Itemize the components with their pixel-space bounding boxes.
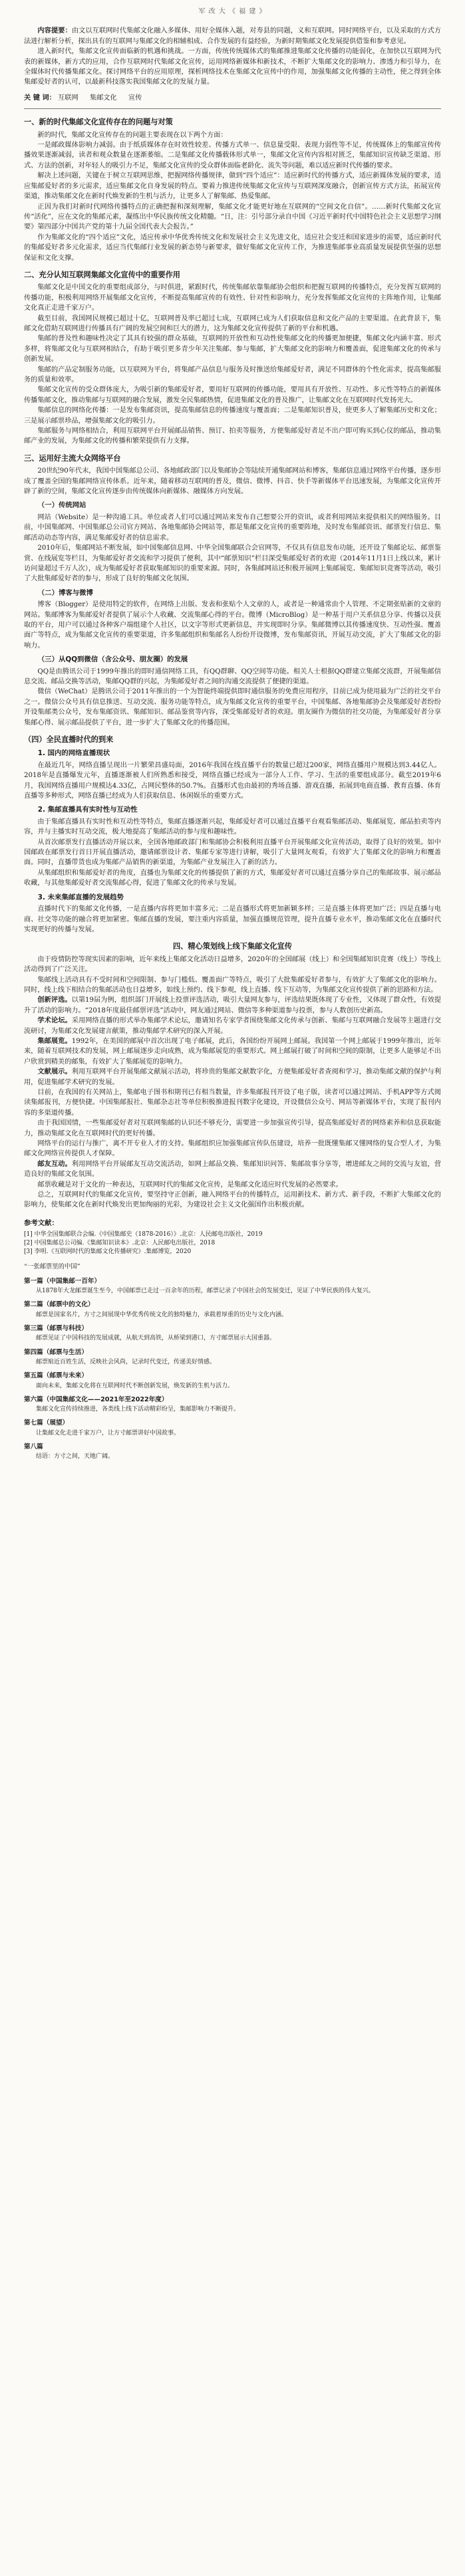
body-paragraph: 一是邮政媒体影响力减弱。由于纸质媒体存在时效性较差、传播方式单一、信息量受限、表现力弱性等不足，传统媒体上的集邮宣传传播效果逐渐减弱，读者和观众数量在逐渐萎缩。二是集邮文化传播载体形式单一，集邮文化宣传内容相对匮乏，集邮知识宣传缺乏渠道、形式、方法的创新，对年轻人的吸引力不足，集邮文化宣传的受众群体面临老龄化、流失等问题，难以适应新时代传播的要求。 <box>24 142 441 170</box>
abstract-paragraph-2: 进入新时代，集邮文化宣传面临新的机遇和挑战。一方面，传统传统媒体式的集邮推进集邮文化传播的功能弱化，在加快以互联网为代表的新媒体，新方式的应用，合作互联网时代集邮文化宣传，运用网络新媒体和新技术，不断扩大集邮文化的影响力、渗透力和引导力，在全媒体时代传播集邮文化。探讨网络平台的应用原理，探析网络技术在集邮文化宣传中的作用，加强集邮文化传播的主动性，使之得到全体集邮爱好者的认可，以最新科技落实我国集邮文化的发展力量。 <box>24 48 441 86</box>
appendix-heading: 第二篇（邮票中的文化） <box>24 1301 94 1309</box>
subsection-title: （一）传统网站 <box>37 501 86 510</box>
references-title: 参考文献： <box>24 1219 59 1227</box>
lead-label: 学术论坛。 <box>37 1017 72 1025</box>
keyword: 宣传 <box>128 94 142 102</box>
body-paragraph: 集邮线上活动具有不受时间和空间限制、参与门槛低、覆盖面广等特点，吸引了大批集邮爱好者参与，有效扩大了集邮文化的影响力。同时，线上线下相结合的集邮活动也日益增多，如线上预约、线下参观，线上直播、线下互动等，为集邮文化宣传提供了新的思路和方法。 <box>24 976 441 994</box>
divider <box>24 108 441 109</box>
appendix-text: 结语：方寸之间，天地广阔。 <box>36 1453 114 1461</box>
appendix-text: 邮票贴近百姓生活，反映社会风尚，记录时代变迁，传递美好情感。 <box>36 1358 216 1365</box>
body-paragraph: 从首次邮票发行直播活动开展以来，全国各地邮政部门和集邮协会积极利用直播平台开展集邮文化宣传活动，取得了良好的效果。如中国邮政在邮票发行首日开展直播活动，邀请邮票设计者、集邮专家等进行讲解，吸引了大量网友观看，有效扩大了集邮文化的影响力和覆盖面。同时，直播带货也成为集邮产品销售的新渠道，为集邮产业发展注入了新的活力。 <box>24 838 441 867</box>
body-paragraph: 截至目前，我国网民规模已超过十亿，互联网普及率已超过七成，互联网已成为人们获取信息和文化产品的主要渠道。在此背景下，集邮文化借助互联网进行传播具有广阔的发展空间和巨大的潜力，这为集邮文化宣传提供了新的平台和机遇。 <box>24 314 441 332</box>
lead-text: 以第19届为例，组织部门开展线上投票评选活动，吸引大量网友参与，评选结果既体现了专业性，又体现了群众性，有效提升了活动的影响力。“2018年度最佳邮票评选”活动中，网友通过网站、微信等多种渠道参与投票，参与人数创历史新高。 <box>24 996 442 1014</box>
body-paragraph: 目前，在我国的有关网站上，集邮电子图书和期刊已有相当数量，许多集邮报刊开设了电子版，读者可以通过网站、手机APP等方式阅读集邮报刊，方便快捷。中国集邮报社、集邮杂志社等单位积极推进报刊数字化建设，开设微信公众号、网站等新媒体平台，实现了报刊内容的多渠道传播。 <box>24 1089 441 1117</box>
appendix-heading: 第五篇（邮票与未来） <box>24 1372 88 1380</box>
body-paragraph: 网络平台的运行与推广，离不开专业人才的支持。集邮组织应加强集邮宣传队伍建设，培养一批既懂集邮又懂网络的复合型人才，为集邮文化网络宣传提供人才保障。 <box>24 1140 441 1158</box>
body-paragraph: 直播时代下的集邮文化传播，一是直播内容将更加丰富多元；二是直播形式将更加新颖多样；三是直播主体将更加广泛；四是直播与电商、社交等功能的融合将更加紧密。集邮直播的发展，要注重内容质量，加强直播规范管理，提升直播专业水平，推动集邮文化在直播时代实现更好的传播与发展。 <box>24 905 441 933</box>
body-paragraph: 由于我国国情，一些集邮爱好者对互联网集邮的认识还不够充分，需要进一步加强宣传引导，提高集邮爱好者的网络素养和信息获取能力，推动集邮文化在互联网时代的更好传播。 <box>24 1119 441 1137</box>
lead-text: 采用网络直播的形式举办集邮学术论坛，邀请知名专家学者围绕集邮文化传承与创新、集邮与互联网融合发展等主题进行交流研讨，为集邮文化发展建言献策，推动集邮学术研究的深入开展。 <box>24 1017 442 1035</box>
lead-text: 利用互联网平台开展集邮文献展示活动，将珍贵的集邮文献数字化，方便集邮爱好者查阅和学习，推动集邮文献的保护与利用，促进集邮学术研究的发展。 <box>24 1068 442 1086</box>
subsection-title: 3. 未来集邮直播的发展趋势 <box>37 893 124 901</box>
keyword: 互联网 <box>58 94 78 102</box>
appendix-heading: 第六篇（中国集邮文化——2021年至2022年度） <box>24 1395 168 1403</box>
lead-text: 1992年，在美国的邮展中首次出现了电子邮展，此后，各国纷纷开展网上邮展。我国第一个网上邮展于1999年推出，近年来，随着互联网技术的发展，网上邮展逐步走向成熟，成为集邮展览的重要形式。网上邮展打破了时间和空间的限制，让更多人能够足不出户欣赏到精美的邮集，有效扩大了集邮展览的影响力。 <box>24 1037 441 1066</box>
subsection-title: 2. 集邮直播具有实时性与互动性 <box>37 806 138 814</box>
lead-paragraph <box>24 1067 441 1088</box>
body-paragraph: 集邮文化是中国文化的重要组成部分，与时俱进，紧跟时代，传统集邮依靠集邮协会组织和把握互联网的传播特点，充分发挥互联网的传播功能，积极利用网络开展集邮文化宣传，不断提高集邮宣传的有效性、针对性和影响力，充分发挥集邮文化宣传的主阵地作用，让集邮文化真正走进千家万户。 <box>24 284 441 312</box>
running-head: 军 改 大 《 福 建 》 <box>198 8 267 15</box>
body-paragraph: 网站（Website）是一种沟通工具。单位或者人们可以通过网站来发布自己想要公开的资讯，或者利用网站来提供相关的网络服务。目前，中国集邮网、中国集邮总公司官方网站、各地集邮协会网站等，都是集邮文化宣传的重要阵地，及时发布集邮资讯、邮票发行信息、集邮活动动态等内容，满足集邮爱好者的信息需求。 <box>24 513 441 542</box>
lead-paragraph <box>24 1036 441 1067</box>
appendix-text: 邮票见证了中国科技的发展成就，从航天到高铁，从桥梁到港口，方寸邮票展示大国重器。 <box>36 1335 276 1342</box>
body-paragraph: 从集邮组织和集邮爱好者的角度，直播也为集邮文化的传播提供了新的方式，集邮爱好者可以通过直播分享自己的集邮故事、展示邮品收藏，与其他集邮爱好者交流集邮心得，促进了集邮文化的传承与发展。 <box>24 869 441 887</box>
keywords-label: 关 键 词： <box>24 94 56 102</box>
body-paragraph: 解决上述问题，关键在于树立互联网思维，把握网络传播规律，做到“四个适应”：适应新时代的传播方式，适应新媒体发展的要求，适应集邮爱好者的多元需求，适应集邮文化自身发展的特点。要着力推进传统集邮文化宣传与互联网深度融合，创新宣传方式方法，拓展宣传渠道，推动集邮文化在新时代焕发新的生机与活力，让更多人了解集邮、热爱集邮。 <box>24 172 441 201</box>
body-paragraph: 2010年后，集邮网站不断发展，如中国集邮信息网、中华全国集邮联合会官网等，不仅具有信息发布功能，还开设了集邮论坛、邮票鉴赏、在线展览等栏目，为集邮爱好者交流和学习提供了便利，其中“邮票知识”栏目深受集邮爱好者的欢迎（2014年11月1日上线以来，累计访问量超过千万人次），成为集邮爱好者获取集邮知识的重要来源。同时，各集邮网站还积极开展网上集邮展览、集邮知识竞赛等活动，吸引了大批集邮爱好者的参与，形成了良好的集邮文化氛围。 <box>24 544 441 583</box>
section-title: （四）全民直播时代的到来 <box>24 735 114 744</box>
appendix-text: 集邮文化宣传持续推进，各类线上线下活动精彩纷呈，集邮影响力不断提升。 <box>36 1406 240 1413</box>
reference-item: [1] 中华全国集邮联合会编.《中国集邮史（1878-2016）》.北京：人民邮电出版社，2019 <box>24 1231 263 1238</box>
keyword: 集邮文化 <box>89 94 117 102</box>
lead-label: 文献展示。 <box>37 1068 72 1076</box>
abstract-paragraph <box>24 26 441 47</box>
appendix-heading: 第七篇（展望） <box>24 1419 69 1427</box>
subsection-title: （三）从QQ到微信（含公众号、朋友圈）的发展 <box>37 655 188 664</box>
body-paragraph: 20世纪90年代末，我国中国集邮总公司、各地邮政部门以及集邮协会等陆续开通集邮网站和博客，集邮信息通过网络平台传播，逐步形成了覆盖全国的集邮网络宣传体系。近年来，随着移动互联网的普及，微信、微博、抖音、快手等新媒体平台迅速发展，为集邮文化宣传开辟了新的空间，集邮文化宣传逐步由传统媒体向新媒体、融媒体方向发展。 <box>24 467 441 496</box>
closing-paragraph: 邮票收藏是对于文化的一种表达，互联网时代的集邮文化宣传，是集邮文化适应时代发展的必然要求。 <box>37 1181 343 1189</box>
body-paragraph: 作为集邮文化的“四个适应”文化，适应传承中华优秀传统文化和发展社会主义先进文化，适应社会变迁和国家进步的需要，适应新时代的集邮爱好者多元化需求，适应当代集邮行业发展的新态势与新要求，做好集邮文化宣传工作，为推进集邮事业高质量发展提供坚强的思想保证和文化支撑。 <box>24 233 441 262</box>
subsection-title: 1. 国内的网络直播现状 <box>37 749 110 758</box>
body-paragraph: 微信（WeChat）是腾讯公司于2011年推出的一个为智能终端提供即时通信服务的免费应用程序，目前已成为使用最为广泛的社交平台之一。微信公众号具有信息推送、互动交流、服务功能等特点，成为集邮文化宣传的重要平台，中国集邮、各地集邮协会及集邮爱好者纷纷开设集邮类公众号，发布集邮资讯、集邮知识、邮品鉴赏等内容，深受集邮爱好者的欢迎。朋友圈作为微信的社交功能，为集邮爱好者分享集邮心得、展示邮品提供了平台，进一步扩大了集邮文化的传播范围。 <box>24 688 441 727</box>
section-title: 二、充分认知互联网集邮文化宣传中的重要作用 <box>24 270 180 279</box>
body-paragraph: 博客（Blogger）是使用特定的软件，在网络上出版、发表和张贴个人文章的人，或者是一种通常由个人管理、不定期张贴新的文章的网站。集邮博客为集邮爱好者提供了展示个人收藏、交流集邮心得的平台。微博（MicroBlog）是一种基于用户关系信息分享、传播以及获取的平台，用户可以通过各种客户端组建个人社区，以文字等形式更新信息，并实现即时分享。集邮微博以其传播速度快、互动性强、覆盖面广等特点，成为集邮文化宣传的重要渠道，许多集邮组织和集邮名人纷纷开设微博，发布集邮资讯，开展互动交流，扩大了集邮文化的影响力。 <box>24 601 441 649</box>
lead-paragraph <box>24 995 441 1016</box>
body-paragraph: 由于集邮直播具有实时性和互动性等特点，集邮直播逐渐兴起，集邮爱好者可以通过直播平台观看集邮活动、集邮展览、邮品拍卖等内容，并与主播实时互动交流，极大地提高了集邮活动的参与度和趣味性。 <box>24 818 441 836</box>
appendix-heading: 第三篇（邮票与科技） <box>24 1324 88 1332</box>
lead-paragraph <box>24 1016 441 1036</box>
lead-text: 利用网络平台开展邮友互动交流活动，如网上邮品交换、集邮知识问答、集邮故事分享等，增进邮友之间的交流与友谊，营造良好的集邮文化氛围。 <box>24 1160 442 1179</box>
lead-label: 邮友互动。 <box>37 1160 72 1168</box>
appendix-heading: 第一篇（中国集邮一百年） <box>24 1277 101 1285</box>
abstract-text: 由文以互联网时代集邮文化融入多媒体、用好全媒体入题，对寿县的同题，义和互联网。同时网络平台，以及采取的方式方法进行解析分析，探出具有的互联网与集邮文化的相辅相成、合作发展的有益经验，为新时期集邮文化发展提供借鉴和参考意见。 <box>24 27 442 45</box>
appendix-title: “一张邮票里的中国” <box>24 1263 80 1271</box>
lead-label: 创新评选。 <box>37 996 72 1004</box>
body-paragraph: 在最近几年，网络直播呈现出一片繁荣昌盛局面，2016年我国在线直播平台的数量已超过200家，网络直播用户规模达到3.44亿人。2018年是直播爆发元年，直播逐渐被人们所熟悉和接受，网络直播已经成为一部分人工作、学习、生活的重要组成部分。截至2019年6月，我国网络直播用户规模达4.33亿，占网民整体的50.7%。直播形式也由最初的秀场直播、游戏直播，拓展到电商直播、教育直播、体育直播等多种形式，网络直播已经成为人们获取信息、休闲娱乐的重要方式。 <box>24 761 441 800</box>
body-paragraph: 正因为我们对新时代网络传播特点的正确把握和深刻理解，集邮文化才能更好地在互联网的“空间文化自信”。……新时代集邮文化宣传“活化”，应在文化的集邮元素，凝练出中华民族传统文化精髓。“日，注：引号部分录自中国《习近平新时代中国特色社会主义思想学习纲要》第四部分中国共产党的第十九届全国代表大会报告。” <box>24 203 441 231</box>
abstract-label: 内容提要： <box>37 27 72 35</box>
closing-paragraph: 总之，互联网时代的集邮文化宣传，要坚持守正创新，融入网络平台的传播特点，运用新技术、新方式、新手段，不断扩大集邮文化的影响力，使集邮文化在新时代焕发出更加绚丽的光彩，为建设社会主义文化强国作出积极贡献。 <box>24 1191 441 1209</box>
appendix-text: 邮票是国家名片，方寸之间展现中华优秀传统文化的独特魅力，承载着厚重的历史与文化内涵。 <box>36 1311 288 1318</box>
subsection-title: （二）博客与微博 <box>37 588 93 597</box>
body-paragraph: 由于疫情防控等现实因素的影响，近年来线上集邮文化活动日益增多，2020年的全国邮展（线上）和全国集邮知识竞赛（线上）等线上活动得到了广泛关注。 <box>24 955 441 974</box>
body-paragraph: 集邮的产品定制服务功能，以互联网为平台，将集邮产品信息与服务及时推送给集邮爱好者，满足不同群体的个性化需求，提高集邮服务的质量和效率。 <box>24 366 441 384</box>
body-paragraph: 集邮服务与网络相结合，利用互联网平台开展邮品销售、预订、拍卖等服务，方便集邮爱好者足不出户即可购买到心仪的邮品，推动集邮产业的发展，为集邮文化的传播和繁荣提供有力支撑。 <box>24 427 441 445</box>
lead-paragraph <box>24 1159 441 1180</box>
reference-item: [3] 李明.《互联网时代的集邮文化传播研究》.集邮博览，2020 <box>24 1248 192 1256</box>
body-paragraph: 集邮的普及性和趣味性决定了其具有较强的群众基础，互联网的开放性和互动性使集邮文化的传播更加便捷，集邮文化内涵丰富、形式多样，将集邮文化与互联网相结合，有助于吸引更多青少年关注集邮、参与集邮，扩大集邮文化的影响力和覆盖面，促进集邮文化的传承与创新发展。 <box>24 335 441 364</box>
body-paragraph: 集邮信息的网络化传播：一是发布集邮资讯，提高集邮信息的传播速度与覆盖面；二是集邮知识普及，使更多人了解集邮历史和文化；三是展示邮票珍品，增强集邮文化的吸引力。 <box>24 407 441 425</box>
appendix-heading: 第四篇（邮票与生活） <box>24 1348 88 1356</box>
body-paragraph: 新的时代，集邮文化宣传存在的问题主要表现在以下两个方面： <box>37 131 228 139</box>
reference-item: [2] 中国集邮总公司编.《集邮知识读本》.北京：人民邮电出版社，2018 <box>24 1240 216 1247</box>
section-title: 三、运用好主流大众网络平台 <box>24 453 121 463</box>
appendix-heading: 第八篇 <box>24 1443 43 1451</box>
body-paragraph: 集邮文化宣传的受众群体庞大，为吸引新的集邮爱好者，要用好互联网的传播功能，要用具有开放性、互动性、多元性等特点的新媒体传播集邮文化，推动集邮与互联网的融合发展，激发全民集邮热情，促进集邮文化的普及推广，让集邮文化在互联网时代发扬光大。 <box>24 386 441 404</box>
body-paragraph: QQ是由腾讯公司于1999年推出的即时通信网络工具，有QQ群聊、QQ空间等功能。相关人士根据QQ群建立集邮交流群，开展集邮信息交流、邮品交换等活动，集邮QQ群的兴起，为集邮爱好者之间的沟通交流提供了便捷的渠道。 <box>24 667 441 685</box>
appendix-text: 面向未来，集邮文化将在互联网时代不断创新发展，焕发新的生机与活力。 <box>36 1382 234 1389</box>
appendix-text: 让集邮文化走进千家万户，让方寸邮票讲好中国故事。 <box>36 1429 180 1437</box>
keywords <box>24 93 441 103</box>
section-title: 四、精心策划线上线下集邮文化宣传 <box>172 942 292 951</box>
section-title: 一、新的时代集邮文化宣传存在的问题与对策 <box>24 118 173 127</box>
appendix-text: 从1878年大龙邮票诞生至今，中国邮票已走过一百余年的历程，邮票记录了中国社会的发展变迁，见证了中华民族的伟大复兴。 <box>36 1288 375 1295</box>
lead-label: 集邮展览。 <box>37 1037 72 1045</box>
